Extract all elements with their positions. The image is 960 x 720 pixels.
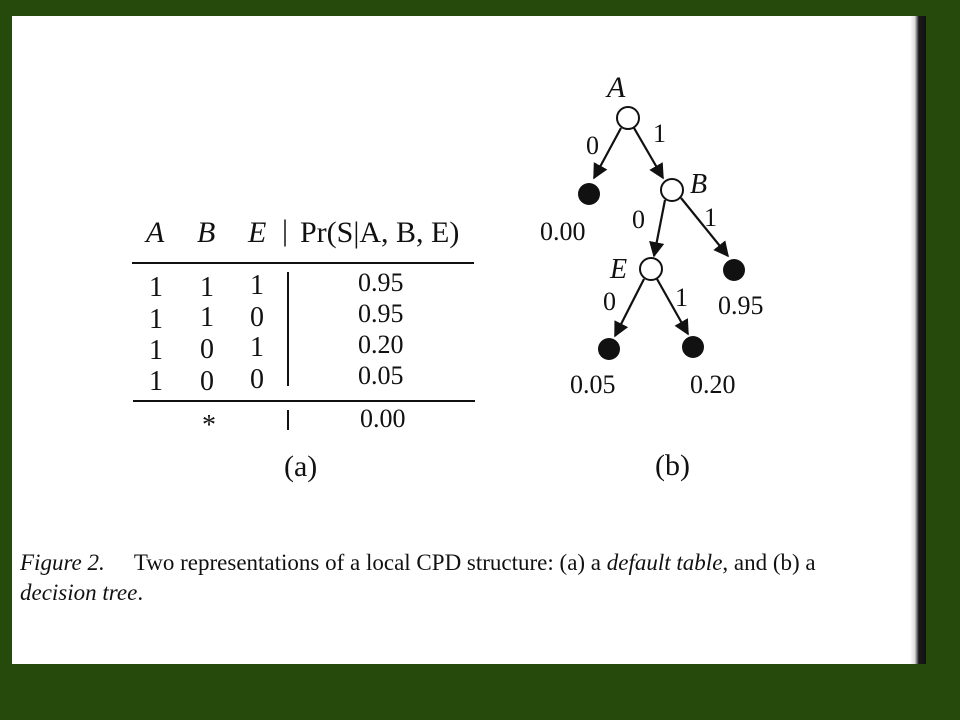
col-header-probability: Pr(S|A, B, E): [300, 216, 460, 249]
edge-label: 0: [603, 287, 616, 316]
leaf-value: 0.00: [540, 217, 586, 246]
leaf-node: [598, 338, 620, 360]
leaf-value: 0.20: [690, 370, 736, 399]
node-label-e: E: [610, 254, 628, 285]
subfigure-label-a: (a): [284, 450, 318, 483]
cell-a: 1: [149, 335, 163, 366]
edge-label: 0: [586, 131, 599, 160]
col-header-b: B: [197, 216, 216, 249]
cell-e: 0: [250, 302, 264, 333]
leaf-node: [578, 183, 600, 205]
cell-b: 1: [200, 272, 214, 303]
node-b: [661, 179, 683, 201]
leaf-node: [682, 336, 704, 358]
edge-label: 1: [704, 203, 717, 232]
cell-probability: 0.95: [358, 299, 404, 328]
node-label-b: B: [690, 169, 708, 200]
node-a: [617, 107, 639, 129]
caption-text: .: [137, 580, 144, 605]
col-header-e: E: [248, 216, 267, 249]
cell-e: 1: [250, 270, 264, 301]
edge-b-to-e: [654, 200, 665, 256]
cell-e: 0: [250, 364, 264, 395]
wildcard-symbol: *: [202, 410, 216, 441]
figure-label: Figure 2.: [20, 550, 105, 575]
cell-a: 1: [149, 272, 163, 303]
figure-caption: [20, 548, 816, 608]
cell-probability: 0.20: [358, 330, 404, 359]
node-e: [640, 258, 662, 280]
leaf-node: [723, 259, 745, 281]
cell-e: 1: [250, 332, 264, 363]
edge-e-to-leaf-0: [615, 279, 644, 336]
caption-term: decision tree: [20, 580, 138, 605]
cell-b: 0: [200, 334, 214, 365]
cell-a: 1: [149, 366, 163, 397]
cell-probability: 0.95: [358, 268, 404, 297]
leaf-value: 0.05: [570, 370, 616, 399]
cell-probability: 0.05: [358, 361, 404, 390]
caption-text: , and (b) a: [722, 550, 816, 575]
edge-label: 1: [653, 119, 666, 148]
cell-b: 1: [200, 302, 214, 333]
col-header-a: A: [146, 216, 165, 249]
edge-label: 0: [632, 205, 645, 234]
subfigure-label-b: (b): [655, 449, 690, 482]
default-probability: 0.00: [360, 404, 406, 433]
header-separator: |: [282, 214, 289, 247]
edge-label: 1: [675, 283, 688, 312]
cell-a: 1: [149, 304, 163, 335]
caption-term: default table: [606, 550, 723, 575]
caption-text: Two representations of a local CPD structure: (a) a: [133, 550, 602, 575]
node-label-a: A: [607, 71, 626, 104]
cell-b: 0: [200, 366, 214, 397]
leaf-value: 0.95: [718, 291, 764, 320]
